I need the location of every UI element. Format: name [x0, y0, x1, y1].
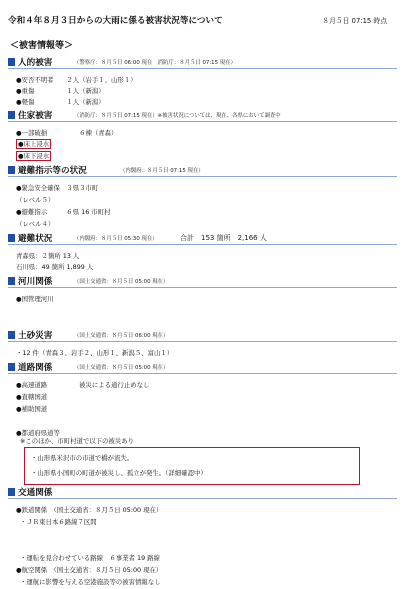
- section-source-note: （国土交通省：８月５日 05:00 現在）: [74, 279, 169, 285]
- list-item: ●重傷 １人（新潟）: [16, 87, 105, 95]
- section-roads: [8, 362, 397, 374]
- list-item: 青森県：２箇所 13 人: [16, 252, 80, 260]
- list-item: [16, 151, 51, 160]
- shelters-total: 合計 153 箇所 2,166 人: [180, 234, 267, 242]
- section-label: 避難指示等の状況: [18, 166, 87, 176]
- damage-info-banner: ＜被害情報等＞: [10, 41, 74, 51]
- municipal-road-callout: [24, 447, 360, 485]
- list-item: ●安否不明者 ２人（岩手１、山形１）: [16, 76, 137, 84]
- section-label: 土砂災害: [18, 331, 53, 341]
- list-item: ●都道府県道等: [16, 429, 60, 437]
- section-rivers: [8, 276, 397, 288]
- section-source-note: （内閣府：８月５日 07:15 現在）: [120, 168, 204, 174]
- list-item: ●直轄国道: [16, 393, 48, 401]
- list-item: ●高速道路 被災による通行止めなし: [16, 381, 150, 389]
- section-marker-icon: [8, 234, 15, 242]
- section-label: 人的被害: [18, 58, 53, 68]
- section-evacuation-orders: [8, 165, 397, 177]
- section-source-note: （警察庁：８月５日 06:00 現在 消防庁：８月５日 07:15 現在）: [74, 60, 236, 66]
- list-item: （レベル４）: [16, 220, 55, 228]
- list-item: ・12 件（青森３、岩手２、山形１、新潟５、富山１）: [16, 349, 174, 357]
- list-item: ・運航に影響を与える空港施設等の被害情報なし: [20, 578, 161, 586]
- section-marker-icon: [8, 166, 15, 174]
- section-marker-icon: [8, 488, 15, 496]
- list-item: ・ＪＲ東日本６路線７区間: [20, 518, 97, 526]
- section-label: 河川関係: [18, 277, 53, 287]
- callout-line: ・山形県小国町の町道が被災し、孤立が発生。（詳細確認中）: [31, 469, 207, 477]
- list-item: ●国管理河川: [16, 295, 54, 303]
- callout-line: ・山形県米沢市の市道で橋が流失。: [31, 454, 134, 462]
- list-item: （レベル５）: [16, 196, 55, 204]
- section-label: 住家被害: [18, 111, 53, 121]
- page-title: 令和４年８月３日からの大雨に係る被害状況等について: [8, 16, 223, 26]
- section-marker-icon: [8, 363, 15, 371]
- list-item: [16, 139, 51, 148]
- section-casualties: [8, 57, 397, 69]
- list-item: ●鉄道関係 （国土交通省：８月５日 05:00 現在）: [16, 506, 163, 514]
- section-label: 交通関係: [18, 488, 53, 498]
- section-label: 避難状況: [18, 234, 53, 244]
- list-item: 石川県：49 箇所 1,899 人: [16, 263, 94, 271]
- municipal-road-intro: ※このほか、市町村道で以下の被災あり: [20, 437, 134, 445]
- list-item: ●一部破損 ６棟（青森）: [16, 129, 118, 137]
- flood-below-floor-label: ●床下浸水: [18, 152, 50, 160]
- section-marker-icon: [8, 58, 15, 66]
- list-item: ・運転を見合わせている路線 ６事業者 19 路線: [20, 554, 161, 562]
- section-marker-icon: [8, 277, 15, 285]
- section-label: 道路関係: [18, 363, 53, 373]
- flood-above-floor-label: ●床上浸水: [18, 140, 50, 148]
- section-source-note: （国土交通省：８月５日 06:00 現在）: [74, 333, 169, 339]
- section-source-note: （消防庁：８月５日 07:15 現在）※被害状況については、現在、各県において調査中: [74, 113, 281, 119]
- list-item: ●補助国道: [16, 405, 48, 413]
- timestamp: ８月５日 07:15 時点: [322, 17, 387, 25]
- list-item: ●緊急安全確保 ３県３市町: [16, 184, 99, 192]
- section-shelters: [8, 233, 397, 245]
- list-item: ●軽傷 １人（新潟）: [16, 98, 105, 106]
- list-item: ●航空関係 （国土交通省：８月５日 05:00 現在）: [16, 566, 163, 574]
- section-source-note: （内閣府：８月５日 05:30 現在）: [74, 236, 158, 242]
- list-item: ●避難指示 ６県 16 市町村: [16, 208, 111, 216]
- section-marker-icon: [8, 111, 15, 119]
- section-marker-icon: [8, 331, 15, 339]
- section-source-note: （国土交通省：８月５日 05:00 現在）: [74, 365, 169, 371]
- section-transport: [8, 487, 397, 499]
- section-sediment: [8, 330, 397, 342]
- section-housing: [8, 110, 397, 122]
